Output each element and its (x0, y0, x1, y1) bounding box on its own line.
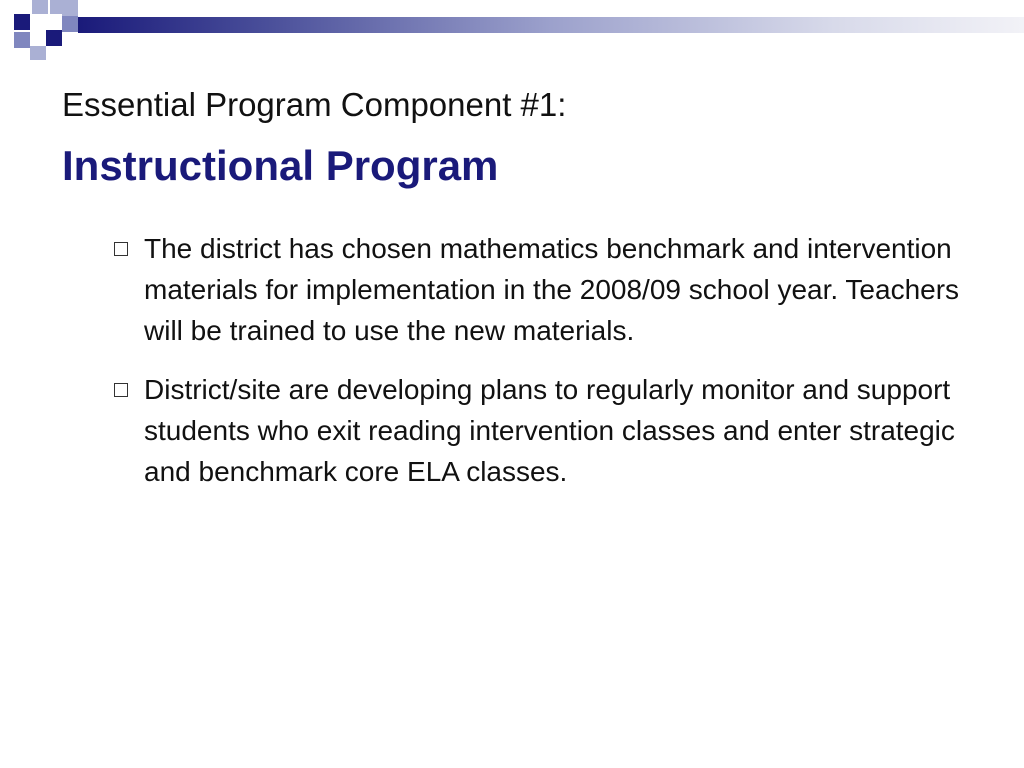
bullet-item (114, 369, 964, 492)
corner-square-decoration (46, 30, 62, 46)
corner-square-decoration (62, 16, 78, 32)
bullet-list (114, 228, 964, 510)
corner-square-decoration (32, 0, 48, 14)
square-bullet-icon (114, 383, 128, 397)
corner-square-decoration (30, 46, 46, 60)
header-gradient-band (78, 17, 1024, 33)
square-bullet-icon (114, 242, 128, 256)
slide-title-line2: Instructional Program (62, 142, 499, 189)
corner-square-decoration (14, 32, 30, 48)
slide-title-line1: Essential Program Component #1: (62, 86, 567, 123)
bullet-text: The district has chosen mathematics benchmark and intervention materials for implementation in the 2008/09 school year. Teachers will be trained to use the new materials. (144, 233, 960, 346)
corner-square-decoration (14, 14, 30, 30)
bullet-text: District/site are developing plans to regularly monitor and support students who exit reading intervention classes and enter strategic and benchmark core ELA classes. (144, 374, 955, 487)
bullet-item (114, 228, 964, 351)
corner-square-decoration (62, 0, 78, 16)
